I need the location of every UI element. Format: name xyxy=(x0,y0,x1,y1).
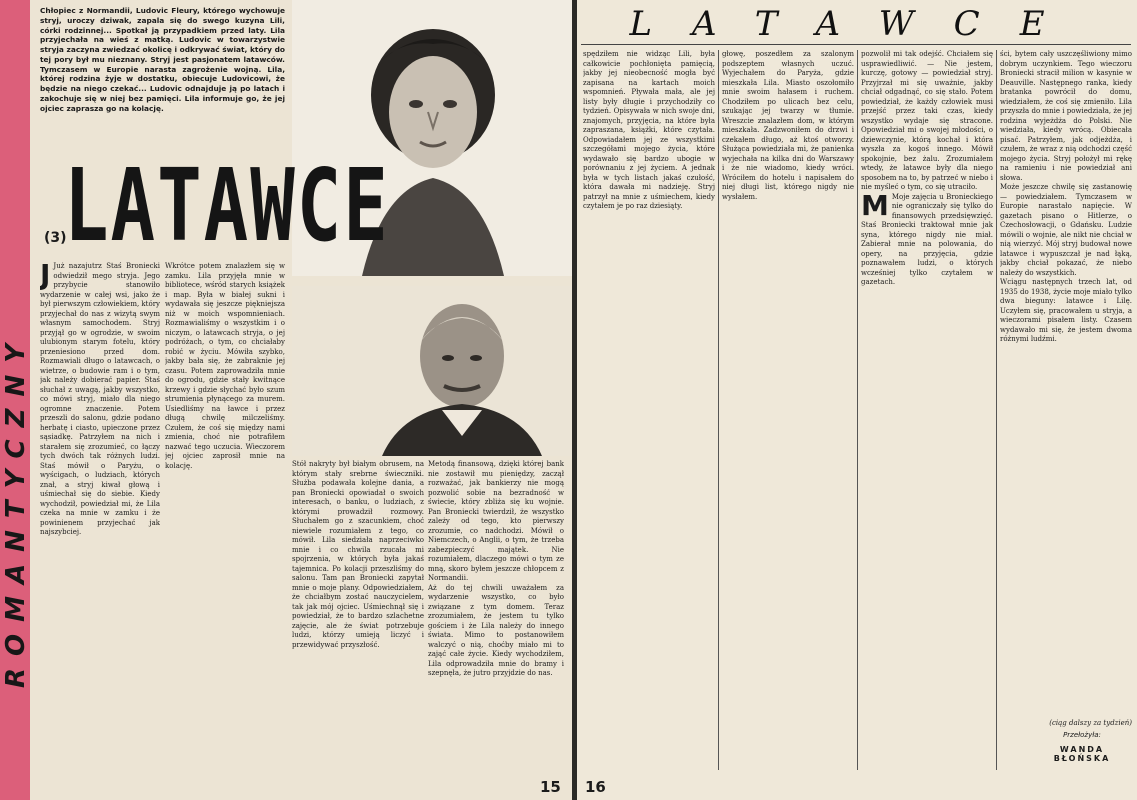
translator-name: WANDA BŁOŃSKA xyxy=(1053,745,1111,763)
dropcap: J xyxy=(40,262,51,291)
left-column-1-text: Już nazajutrz Staś Broniecki odwiedził mego stryja. Jego przybycie stanowiło wydarzenie w całej wsi, jako że był pierwszym człowiekiem, który przyjechał do nas z wizytą swym własnym samochodem. Stryj przyjął go w ogrodzie, w swoim ulubionym starym fotelu, który przeniesiono przed dom. Rozmawiali długo o latawcach, o wietrze, o budowie ram i o tym, jak należy dobierać papier. Staś słuchał z uwagą, jakby wszystko, co mówi stryj, miało dla niego ogromne znaczenie. Potem przeszli do salonu, gdzie podano herbatę i ciasto, upieczone przez sąsiadkę. Patrzyłem na nich i starałem się zrozumieć, co łączy tych dwóch tak różnych ludzi. Staś mówił o Paryżu, o wyścigach, o ludziach, których znał, a stryj kiwał głową i uśmiechał się do siebie. Kiedy wychodził, powiedział mi, że Lila czeka na mnie w zamku i że powinienem przyjechać jak najszybciej. xyxy=(40,262,160,537)
left-column-2 xyxy=(165,262,285,792)
column-rule-1 xyxy=(718,50,719,770)
right-column-4-text: ści, bytem cały uszczęśliwiony mimo dobrym uczynkiem. Tego wieczoru Broniecki stracił milion w kasynie w Deauville. Następnego ranka, kiedy bratanka powrócił do domu, wiedziałem, że coś się zmieniło. Lila przyszła do mnie i powiedziała, że jej rodzina wyjeżdża do Polski. Nie wiedziała, kiedy wrócą. Obiecała pisać. Patrzyłem, jak odjeżdża, i czułem, że wraz z nią odchodzi część mojego życia. Stryj położył mi rękę na ramieniu i nie powiedział ani słowa. xyxy=(1000,50,1132,182)
episode-number: (3) xyxy=(44,230,67,246)
right-column-3 xyxy=(861,50,993,770)
headline-title: LATAWCE xyxy=(64,148,390,265)
right-column-2-text: głowę, poszedłem za szalonym podszeptem własnych uczuć. Wyjechałem do Paryża, gdzie mieszkała Lila. Miasto oszołomiło mnie swoim hałasem i ruchem. Chodziłem po ulicach bez celu, szukając jej twarzy w tłumie. Wreszcie znalazłem dom, w którym mieszkała. Zadzwoniłem do drzwi i czekałem długo, aż ktoś otworzy. Służąca powiedziała mi, że panienka wyjechała na kilka dni do Warszawy i że nie wiadomo, kiedy wróci. Wróciłem do hotelu i napisałem do niej długi list, którego nigdy nie wysłałem. xyxy=(722,50,854,201)
translator-label: Przełożyła: xyxy=(1063,731,1101,739)
dropcap-right: M xyxy=(861,188,889,222)
column-rule-3 xyxy=(996,50,997,770)
left-column-4 xyxy=(428,460,564,790)
series-title: ROMANTYCZNY xyxy=(1,331,31,689)
right-column-4c-text: Wciągu następnych trzech lat, od 1935 do 1938, życie moje miało tylko dwa bieguny: latawce i Lilę. Uczyłem się, pracowałem u stryja, a wieczorami pisałem listy. Czasem wydawało mi się, że jestem dwoma różnymi ludźmi. xyxy=(1000,278,1132,344)
portrait-photo-man xyxy=(292,286,572,456)
right-column-3b-text: Moje zajęcia u Bronieckiego nie ograniczały się tylko do finansowych przedsięwzięć. Staś Broniecki traktował mnie jak syna, którego nigdy nie miał. Zabierał mnie na polowania, do opery, na przyjęcia, gdzie poznawałem ludzi, o których wcześniej tylko czytałem w gazetach. xyxy=(861,192,993,287)
left-column-3-text: Stół nakryty był białym obrusem, na którym stały srebrne świeczniki. Służba podawała kolejne dania, a pan Broniecki opowiadał o swoich interesach, o banku, o ludziach, z którymi prowadził rozmowy. Słuchałem go z szacunkiem, choć niewiele rozumiałem z tego, co mówił. Lila siedziała naprzeciwko mnie i co chwila rzucała mi spojrzenia, w których była jakaś tajemnica. Po kolacji przeszliśmy do salonu. Tam pan Broniecki zapytał mnie o moje plany. Odpowiedziałem, że chciałbym zostać nauczycielem, tak jak mój ojciec. Uśmiechnął się i powiedział, że to bardzo szlachetne zajęcie, ale że świat potrzebuje ludzi, którzy umieją liczyć i przewidywać przyszłość. xyxy=(292,460,424,649)
continued-note: (ciąg dalszy za tydzień) xyxy=(1049,719,1132,727)
running-header: LATAWCE xyxy=(629,4,1085,44)
right-column-1 xyxy=(583,50,715,770)
left-column-4-text: Metodą finansową, dzięki której bank nie zostawił mu pieniędzy, zaczął rozważać, jak bankierzy nie mogą pozwolić sobie na bezradność w świecie, który zbliża się ku wojnie. Pan Broniecki twierdził, że wszystko zależy od tego, kto pierwszy zrozumie, co nadchodzi. Mówił o Niemczech, o Anglii, o tym, że trzeba zabezpieczyć majątek. Nie rozumiałem, dlaczego mówi o tym ze mną, skoro byłem jeszcze chłopcem z Normandii. xyxy=(428,460,564,583)
header-rule xyxy=(581,44,1131,45)
left-column-2-text: Wkrótce potem znalazłem się w zamku. Lila przyjęła mnie w bibliotece, wśród starych książek i map. Była w białej sukni i wydawała się jeszcze piękniejsza niż w moich wspomnieniach. Rozmawialiśmy o wszystkim i o niczym, o latawcach stryja, o jej podróżach, o tym, co chciałaby robić w życiu. Mówiła szybko, jakby bała się, że zabraknie jej czasu. Potem zaprowadziła mnie do ogrodu, gdzie stały kwitnące krzewy i gdzie słychać było szum strumienia płynącego za murem. Usiedliśmy na ławce i przez długą chwilę milczeliśmy. Czułem, że coś się między nami zmienia, choć nie potrafiłem nazwać tego uczucia. Wieczorem jej ojciec zaprosił mnie na kolację. xyxy=(165,262,285,470)
right-column-1-text: spędziłem nie widząc Lili, była całkowicie pochłonięta pamięcią, jakby jej nieobecność mogła być zapisana na kartach moich wspomnień. Pływała mała, ale jej listy były długie i przychodziły co tydzień. Opisywała w nich swoje dni, znajomych, przyjęcia, na które była zapraszana, książki, które czytała. Odpowiadałem jej ze wszystkimi szczegółami mojego życia, które wydawało się bardzo ubogie w porównaniu z jej życiem. A jednak była w tych listach jakaś czułość, która dawała mi nadzieję. Stryj patrzył na mnie z uśmiechem, kiedy czytałem je po raz dziesiąty. xyxy=(583,50,715,211)
right-column-4 xyxy=(1000,50,1132,715)
right-page xyxy=(577,0,1137,800)
page-number-right: 16 xyxy=(585,778,606,796)
left-column-3 xyxy=(292,460,424,790)
right-column-2 xyxy=(722,50,854,770)
page-number-left: 15 xyxy=(540,778,561,796)
left-column-1 xyxy=(40,262,160,792)
right-column-3-text: pozwolił mi tak odejść. Chciałem się usprawiedliwić. — Nie jestem, kurczę, gotowy — powiedział stryj. Przyjrzał mi się uważnie, jakby chciał odgadnąć, co się stało. Potem powiedział, że każdy człowiek musi przejść przez taki czas, kiedy wszystko wydaje się stracone. Opowiedział mi o swojej młodości, o dziewczynie, którą kochał i która wyszła za kogoś innego. Mówił spokojnie, bez żalu. Zrozumiałem wtedy, że latawce były dla niego sposobem na to, by patrzeć w niebo i nie myśleć o tym, co się utraciło. xyxy=(861,50,993,192)
column-rule-2 xyxy=(857,50,858,770)
right-column-4b-text: Może jeszcze chwilę się zastanowię — powiedziałem. Tymczasem w Europie narastało napięcie. W gazetach pisano o Hitlerze, o Czechosłowacji, o Gdańsku. Ludzie mówili o wojnie, ale nikt nie chciał w nią wierzyć. Mój stryj budował nowe latawce i wypuszczał je nad łąką, jakby chciał pokazać, że niebo należy do wszystkich. xyxy=(1000,183,1132,277)
intro-text: Chłopiec z Normandii, Ludovic Fleury, którego wychowuje stryj, uroczy dziwak, zapala się do swego kuzyna Lili, córki rodzinnej... Spotkał ją przypadkiem przed laty. Lila przyjechała na wieś z matką. Ludovic w towarzystwie stryja zaczyna zwiedzać okolicę i odkrywać świat, który do tej pory był mu nieznany. Stryj jest pasjonatem latawców. Tymczasem w Europie narasta zagrożenie wojną. Lila, której rodzina żyje w dostatku, obiecuje Ludovicowi, że będzie na niego czekać... Ludovic odnajduje ją po latach i zakochuje się w niej bez pamięci. Lila informuje go, że jej ojciec zaprasza go na kolację. xyxy=(40,6,285,113)
left-column-4b-text: Aż do tej chwili uważałem za wydarzenie wszystko, co było związane z tym domem. Teraz zrozumiałem, że jestem tu tylko gościem i że Lila należy do innego świata. Mimo to postanowiłem walczyć o nią, choćby miało mi to zająć całe życie. Kiedy wychodziłem, Lila odprowadziła mnie do bramy i szepnęła, że jutro przyjdzie do nas. xyxy=(428,583,564,678)
